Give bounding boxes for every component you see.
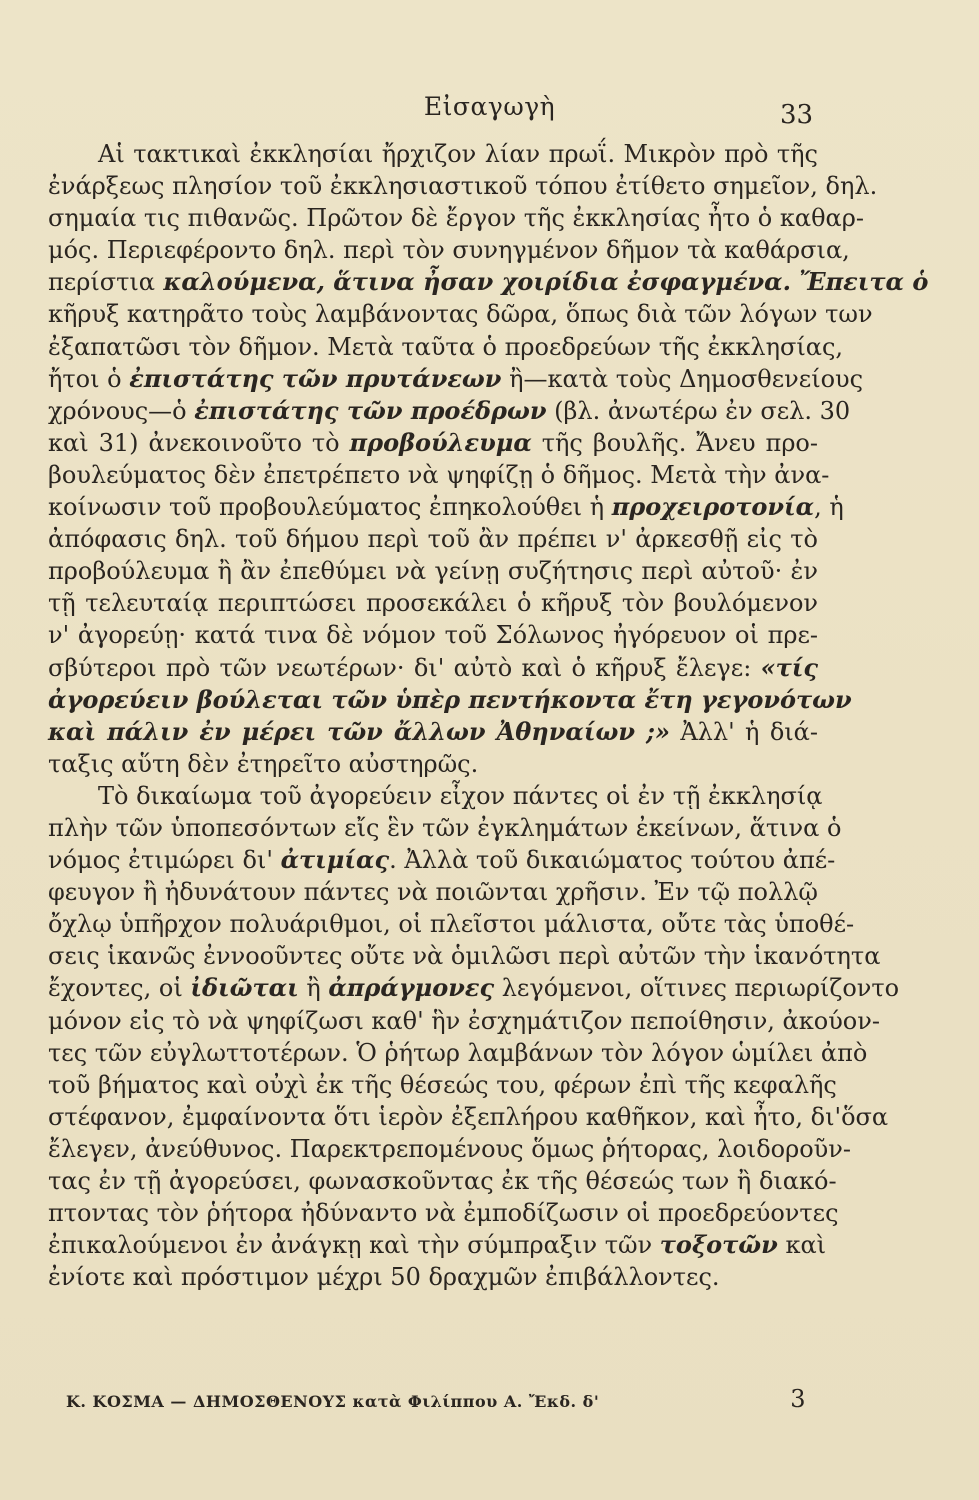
text-line	[48, 138, 818, 170]
text-run: ἔλεγεν, ἀνεύθυνος. Παρεκτρεπομένους ὅμως ῥήτορας, λοιδοροῦν-	[48, 1134, 851, 1163]
text-line	[48, 427, 818, 459]
signature-mark: 3	[790, 1385, 806, 1413]
text-run: Αἱ τακτικαὶ ἐκκλησίαι ἤρχιζον λίαν πρωΐ. Μικρὸν πρὸ τῆς	[98, 140, 818, 168]
text-run: σβύτεροι πρὸ τῶν νεωτέρων· δι' αὐτὸ καὶ ὁ κῆρυξ ἔλεγε:	[48, 653, 761, 682]
text-run: καὶ 31) ἀνεκοινοῦτο τὸ	[48, 428, 350, 457]
emphasis-term: ἀπράγμονες	[328, 973, 495, 1003]
text-line	[48, 908, 855, 940]
text-run: ἢ	[298, 974, 329, 1003]
text-line	[48, 523, 818, 555]
text-run: τας ἐν τῇ ἀγορεύσει, φωνασκοῦντας ἐκ τῆς θέσεώς των ἢ διακό-	[48, 1167, 837, 1195]
text-run: κοίνωσιν τοῦ προβουλεύματος ἐπηκολούθει ἡ	[48, 493, 612, 522]
text-run: Ἀλλ' ἡ διά-	[669, 717, 818, 746]
text-line	[48, 555, 818, 587]
text-run: . Ἀλλὰ τοῦ δικαιώματος τούτου ἀπέ-	[389, 846, 836, 875]
text-line	[48, 266, 929, 298]
text-run: ἔχοντες, οἱ	[48, 974, 191, 1003]
text-line	[48, 1069, 837, 1101]
footer-imprint: Κ. ΚΟΣΜΑ — ΔΗΜΟΣΘΕΝΟΥΣ κατὰ Φιλίππου Α. Ἔκδ. δ'	[66, 1392, 600, 1411]
text-line	[48, 972, 900, 1004]
emphasis-term: ἀτιμίας	[280, 845, 390, 875]
emphasis-term: ἐπιστάτης τῶν προέδρων	[194, 395, 547, 425]
emphasis-term: «τίς	[760, 652, 818, 682]
text-run: Τὸ δικαίωμα τοῦ ἀγορεύειν εἶχον πάντες οἱ ἐν τῇ ἐκκλησίᾳ	[98, 781, 823, 810]
text-line	[48, 780, 823, 812]
text-line	[48, 1101, 889, 1133]
text-run: νόμος ἐτιμώρει δι'	[48, 846, 281, 875]
text-run: περίστια	[48, 268, 156, 297]
text-run: ἀπόφασις δηλ. τοῦ δήμου περὶ τοῦ ἂν πρέπει ν' ἀρκεσθῇ εἰς τὸ	[48, 525, 818, 554]
text-line	[48, 876, 818, 908]
text-line	[48, 395, 851, 427]
text-run: στέφανον, ἐμφαίνοντα ὅτι ἱερὸν ἐξεπλήρου καθῆκον, καὶ ἦτο, δι'ὅσα	[48, 1102, 889, 1131]
text-line	[48, 1005, 880, 1037]
footer	[66, 1385, 806, 1413]
text-line	[48, 1133, 851, 1165]
text-run: βουλεύματος δὲν ἐπετρέπετο νὰ ψηφίζῃ ὁ δῆμος. Μετὰ τὴν ἀνα-	[48, 460, 830, 489]
text-run: πτοντας τὸν ῥήτορα ἠδύναντο νὰ ἐμποδίζωσιν οἱ προεδρεύοντες	[48, 1199, 839, 1228]
text-line	[48, 1037, 868, 1069]
body-text	[48, 138, 929, 1293]
text-run: ὄχλῳ ὑπῆρχον πολυάριθμοι, οἱ πλεῖστοι μάλιστα, οὔτε τὰς ὑποθέ-	[48, 910, 855, 939]
text-line	[48, 748, 818, 780]
text-run: ἤτοι ὁ	[48, 364, 130, 393]
text-line	[48, 812, 842, 844]
text-line	[48, 202, 864, 234]
text-line	[48, 844, 836, 876]
running-header: Εἰσαγωγὴ	[423, 92, 556, 121]
text-line	[48, 684, 852, 716]
text-run: σεις ἱκανῶς ἐννοοῦντες οὔτε νὰ ὁμιλῶσι περὶ αὐτῶν τὴν ἱκανότητα	[48, 942, 881, 971]
text-run: πλὴν τῶν ὑποπεσόντων εἴς ἓν τῶν ἐγκλημάτων ἐκείνων, ἅτινα ὁ	[48, 813, 842, 842]
text-line	[48, 1197, 839, 1229]
text-run: ἐνάρξεως πλησίον τοῦ ἐκκλησιαστικοῦ τόπου ἐτίθετο σημεῖον, δηλ.	[48, 172, 878, 201]
text-run: τῆς βουλῆς. Ἄνευ προ-	[531, 428, 818, 457]
text-run: ἢ—κατὰ τοὺς Δημοσθενείους	[501, 364, 864, 393]
text-run: (βλ. ἀνωτέρω ἐν σελ. 30	[546, 396, 851, 425]
emphasis-term: ἀγορεύειν βούλεται τῶν ὑπὲρ πεντήκοντα ἔτη γεγονότων	[48, 684, 852, 714]
text-run: λεγόμενοι, οἵτινες περιωρίζοντο	[494, 974, 900, 1003]
text-run: , ἡ	[814, 493, 844, 522]
page-number: 33	[780, 100, 814, 130]
emphasis-term: προχειροτονία	[611, 492, 815, 522]
text-line	[48, 716, 818, 748]
text-line	[48, 234, 850, 266]
text-run: καὶ	[777, 1231, 827, 1260]
text-line	[48, 619, 818, 651]
text-run: ν' ἀγορεύῃ· κατά τινα δὲ νόμον τοῦ Σόλωνος ἠγόρευον οἱ πρε-	[48, 621, 818, 650]
text-line	[48, 652, 818, 684]
text-run: μόνον εἰς τὸ νὰ ψηφίζωσι καθ' ἣν ἐσχημάτιζον πεποίθησιν, ἀκούον-	[48, 1006, 880, 1035]
text-run: ἐπικαλούμενοι ἐν ἀνάγκῃ καὶ τὴν σύμπραξιν τῶν	[48, 1231, 660, 1260]
text-line	[48, 940, 881, 972]
text-line	[48, 363, 864, 395]
text-line	[48, 1165, 837, 1197]
text-line	[48, 587, 818, 619]
text-line	[48, 170, 878, 202]
text-line	[48, 459, 830, 491]
emphasis-term: καλούμενα, ἅτινα ἦσαν χοιρίδια ἐσφαγμένα. Ἔπειτα ὁ	[155, 267, 929, 297]
text-line	[48, 298, 873, 330]
text-line	[48, 491, 844, 523]
text-run: χρόνους—ὁ	[48, 396, 195, 425]
text-run: σημαία τις πιθανῶς. Πρῶτον δὲ ἔργον τῆς ἐκκλησίας ἦτο ὁ καθαρ-	[48, 204, 864, 233]
text-run: φευγον ἢ ἠδυνάτουν πάντες νὰ ποιῶνται χρῆσιν. Ἐν τῷ πολλῷ	[48, 878, 818, 907]
text-run: ταξις αὕτη δὲν ἐτηρεῖτο αὐστηρῶς.	[48, 749, 479, 778]
emphasis-term: ἐπιστάτης τῶν πρυτάνεων	[129, 363, 502, 393]
text-run: τῇ τελευταίᾳ περιπτώσει προσεκάλει ὁ κῆρυξ τὸν βουλόμενον	[48, 589, 818, 618]
text-run: ἐξαπατῶσι τὸν δῆμον. Μετὰ ταῦτα ὁ προεδρεύων τῆς ἐκκλησίας,	[48, 332, 844, 361]
text-run: ἐνίοτε καὶ πρόστιμον μέχρι 50 δραχμῶν ἐπιβάλλοντες.	[48, 1263, 720, 1292]
emphasis-term: τοξοτῶν	[659, 1230, 778, 1260]
text-line	[48, 1261, 818, 1293]
text-run: τες τῶν εὐγλωττοτέρων. Ὁ ῥήτωρ λαμβάνων τὸν λόγον ὡμίλει ἀπὸ	[48, 1038, 868, 1067]
text-run: μός. Περιεφέροντο δηλ. περὶ τὸν συνηγμένον δῆμον τὰ καθάρσια,	[48, 236, 850, 265]
emphasis-term: καὶ πάλιν ἐν μέρει τῶν ἄλλων Ἀθηναίων ;»	[48, 716, 670, 746]
emphasis-term: ἰδιῶται	[190, 973, 299, 1003]
emphasis-term: προβούλευμα	[349, 427, 532, 457]
text-run: τοῦ βήματος καὶ οὐχὶ ἐκ τῆς θέσεώς του, φέρων ἐπὶ τῆς κεφαλῆς	[48, 1070, 837, 1099]
text-run: κῆρυξ κατηρᾶτο τοὺς λαμβάνοντας δῶρα, ὅπως διὰ τῶν λόγων των	[48, 300, 873, 329]
text-line	[48, 331, 844, 363]
text-line	[48, 1229, 827, 1261]
text-run: προβούλευμα ἢ ἂν ἐπεθύμει νὰ γείνῃ συζήτησις περὶ αὐτοῦ· ἐν	[48, 557, 818, 586]
